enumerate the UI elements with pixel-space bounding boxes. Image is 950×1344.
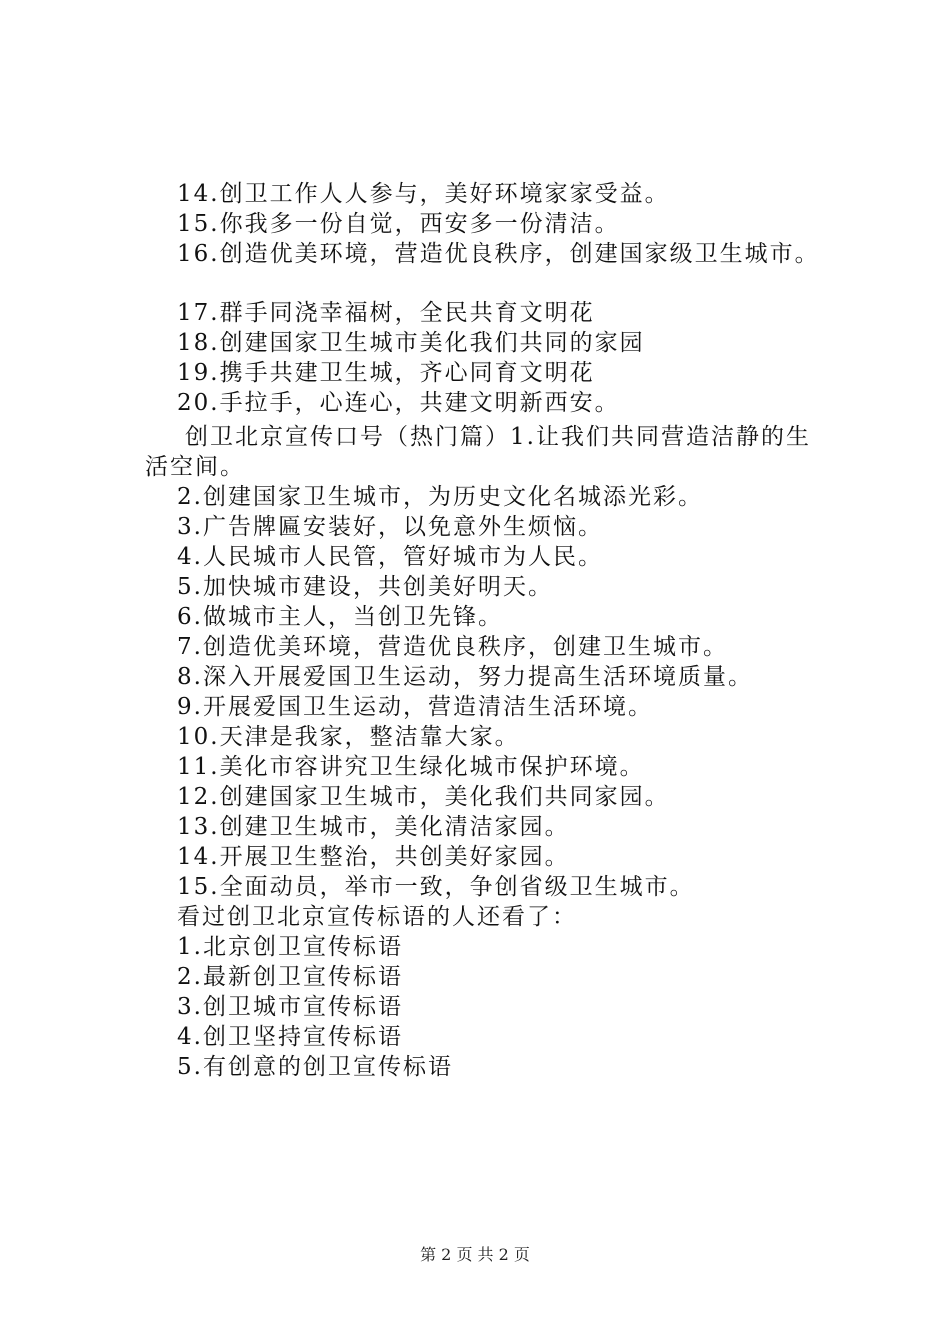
beijing-slogan-12: 12.创建国家卫生城市，美化我们共同家园。 [177, 784, 670, 810]
beijing-slogan-14: 14.开展卫生整治，共创美好家园。 [177, 844, 570, 870]
related-heading: 看过创卫北京宣传标语的人还看了： [177, 904, 577, 930]
beijing-slogan-2: 2.创建国家卫生城市，为历史文化名城添光彩。 [177, 484, 703, 510]
slogan-line-14: 14.创卫工作人人参与，美好环境家家受益。 [177, 181, 670, 207]
beijing-slogan-15: 15.全面动员，举市一致，争创省级卫生城市。 [177, 874, 695, 900]
slogan-line-20: 20.手拉手，心连心，共建文明新西安。 [177, 390, 620, 416]
related-link-5[interactable]: 5.有创意的创卫宣传标语 [177, 1054, 453, 1080]
slogan-line-16: 16.创造优美环境，营造优良秩序，创建国家级卫生城市。 [177, 241, 820, 267]
beijing-slogan-6: 6.做城市主人，当创卫先锋。 [177, 604, 503, 630]
section-heading-continuation: 活空间。 [145, 454, 245, 480]
page-number-footer: 第 2 页 共 2 页 [420, 1245, 530, 1264]
beijing-slogan-9: 9.开展爱国卫生运动，营造清洁生活环境。 [177, 694, 653, 720]
beijing-slogan-11: 11.美化市容讲究卫生绿化城市保护环境。 [177, 754, 645, 780]
beijing-slogan-13: 13.创建卫生城市，美化清洁家园。 [177, 814, 570, 840]
slogan-line-15: 15.你我多一份自觉，西安多一份清洁。 [177, 211, 620, 237]
beijing-slogan-3: 3.广告牌匾安装好，以免意外生烦恼。 [177, 514, 603, 540]
related-link-3[interactable]: 3.创卫城市宣传标语 [177, 994, 403, 1020]
beijing-slogan-4: 4.人民城市人民管，管好城市为人民。 [177, 544, 603, 570]
slogan-line-19: 19.携手共建卫生城，齐心同育文明花 [177, 360, 595, 386]
related-link-1[interactable]: 1.北京创卫宣传标语 [177, 934, 403, 960]
related-link-2[interactable]: 2.最新创卫宣传标语 [177, 964, 403, 990]
beijing-slogan-5: 5.加快城市建设，共创美好明天。 [177, 574, 553, 600]
slogan-line-17: 17.群手同浇幸福树，全民共育文明花 [177, 300, 595, 326]
slogan-line-18: 18.创建国家卫生城市美化我们共同的家园 [177, 330, 645, 356]
beijing-slogan-10: 10.天津是我家，整洁靠大家。 [177, 724, 520, 750]
section-heading: 创卫北京宣传口号（热门篇）1.让我们共同营造洁静的生 [185, 424, 811, 450]
beijing-slogan-8: 8.深入开展爱国卫生运动，努力提高生活环境质量。 [177, 664, 753, 690]
beijing-slogan-7: 7.创造优美环境，营造优良秩序，创建卫生城市。 [177, 634, 728, 660]
related-link-4[interactable]: 4.创卫坚持宣传标语 [177, 1024, 403, 1050]
